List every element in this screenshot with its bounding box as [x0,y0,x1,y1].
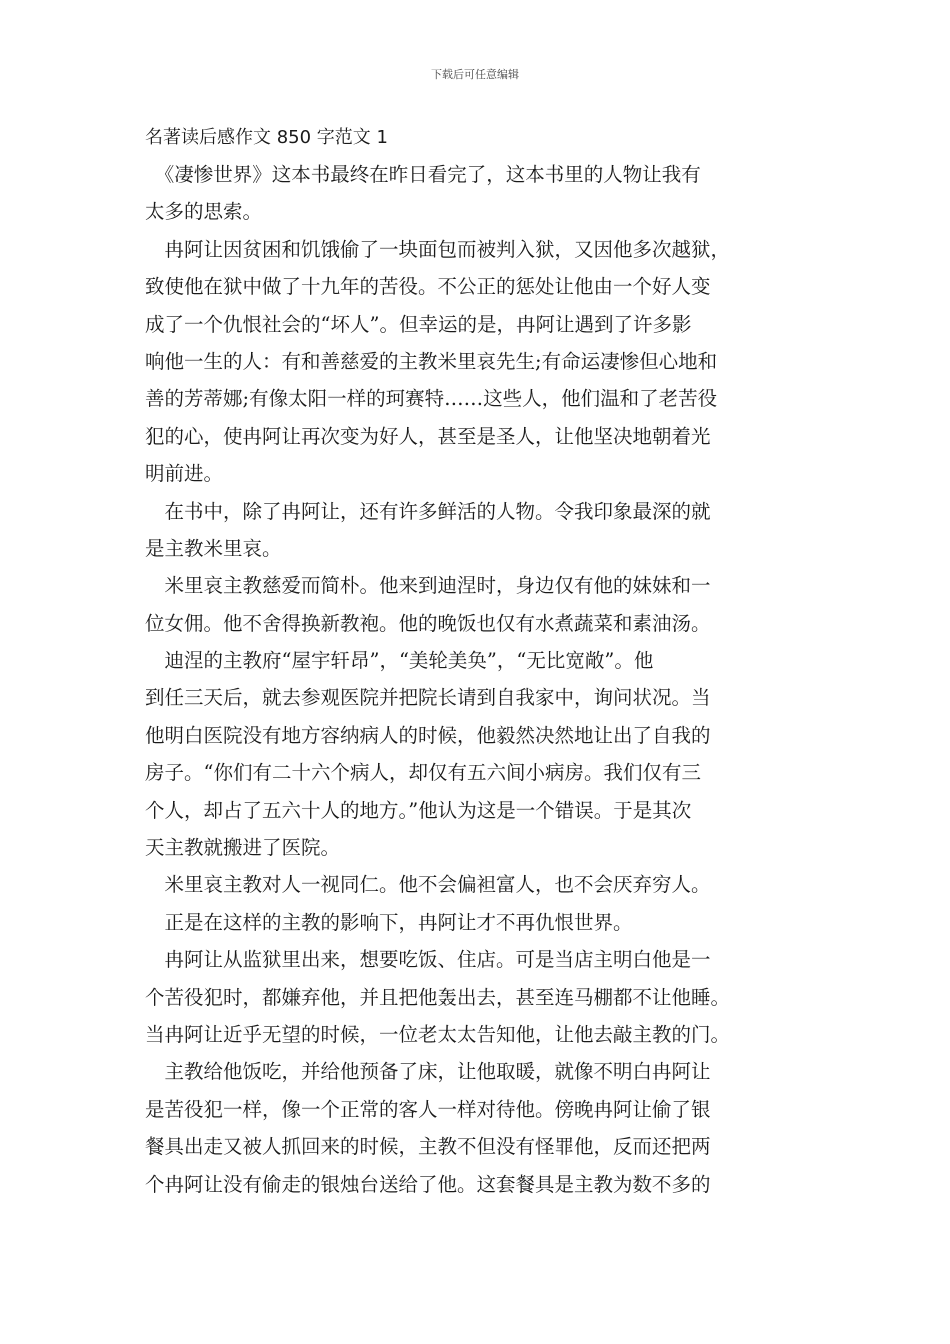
page-header: 下载后可任意编辑 [431,68,519,81]
paragraph [145,493,815,568]
text-line: 是苦役犯一样，像一个正常的客人一样对待他。傍晚冉阿让偷了银 [145,1097,711,1121]
text-line: 在书中，除了冉阿让，还有许多鲜活的人物。令我印象最深的就 [145,499,711,523]
text-line: 到任三天后，就去参观医院并把院长请到自我家中，询问状况。当 [145,686,711,710]
paragraph-list [145,156,815,1203]
paragraph [145,1053,815,1203]
text-line: 善的芳蒂娜;有像太阳一样的珂赛特……这些人，他们温和了老苦役 [145,387,718,411]
text-line: 正是在这样的主教的影响下，冉阿让才不再仇恨世界。 [145,910,633,934]
text-line: 响他一生的人：有和善慈爱的主教米里哀先生;有命运凄惨但心地和 [145,349,718,373]
text-line: 米里哀主教对人一视同仁。他不会偏袒富人，也不会厌弃穷人。 [145,873,711,897]
paragraph [145,642,815,866]
text-line: 主教给他饭吃，并给他预备了床，让他取暖，就像不明白冉阿让 [145,1060,711,1084]
text-line: 个苦役犯时，都嫌弃他，并且把他轰出去，甚至连马棚都不让他睡。 [145,985,731,1009]
text-line: 当冉阿让近乎无望的时候，一位老太太告知他，让他去敲主教的门。 [145,1022,731,1046]
text-line: 致使他在狱中做了十九年的苦役。不公正的惩处让他由一个好人变 [145,275,711,299]
paragraph [145,156,815,231]
document-title: 名著读后感作文 850 字范文 1 [145,127,388,148]
text-line: 是主教米里哀。 [145,536,282,560]
paragraph [145,866,815,903]
text-line: 他明白医院没有地方容纳病人的时候，他毅然决然地让出了自我的 [145,723,711,747]
text-line: 个冉阿让没有偷走的银烛台送给了他。这套餐具是主教为数不多的 [145,1172,711,1196]
text-line: 迪涅的主教府“屋宇轩昂”，“美轮美奂”，“无比宽敞”。他 [145,649,654,673]
text-line: 餐具出走又被人抓回来的时候，主教不但没有怪罪他，反而还把两 [145,1135,711,1159]
paragraph [145,567,815,642]
paragraph [145,941,815,1053]
text-line: 房子。“你们有二十六个病人，却仅有五六间小病房。我们仅有三 [145,761,701,785]
text-line: 米里哀主教慈爱而简朴。他来到迪涅时，身边仅有他的妹妹和一 [145,574,711,598]
text-line: 冉阿让因贫困和饥饿偷了一块面包而被判入狱，又因他多次越狱， [145,237,731,261]
text-line: 犯的心，使冉阿让再次变为好人，甚至是圣人，让他坚决地朝着光 [145,424,711,448]
document-body [145,120,815,1203]
text-line: 位女佣。他不舍得换新教袍。他的晚饭也仅有水煮蔬菜和素油汤。 [145,611,711,635]
text-line: 冉阿让从监狱里出来，想要吃饭、住店。可是当店主明白他是一 [145,948,711,972]
text-line: 天主教就搬进了医院。 [145,836,341,860]
paragraph [145,904,815,941]
text-line: 太多的思索。 [145,200,263,224]
paragraph [145,231,815,493]
text-line: 明前进。 [145,462,224,486]
text-line: 成了一个仇恨社会的“坏人”。但幸运的是，冉阿让遇到了许多影 [145,312,692,336]
text-line: 个人，却占了五六十人的地方。”他认为这是一个错误。于是其次 [145,798,692,822]
text-line: 《凄惨世界》这本书最终在昨日看完了，这本书里的人物让我有 [145,163,701,186]
